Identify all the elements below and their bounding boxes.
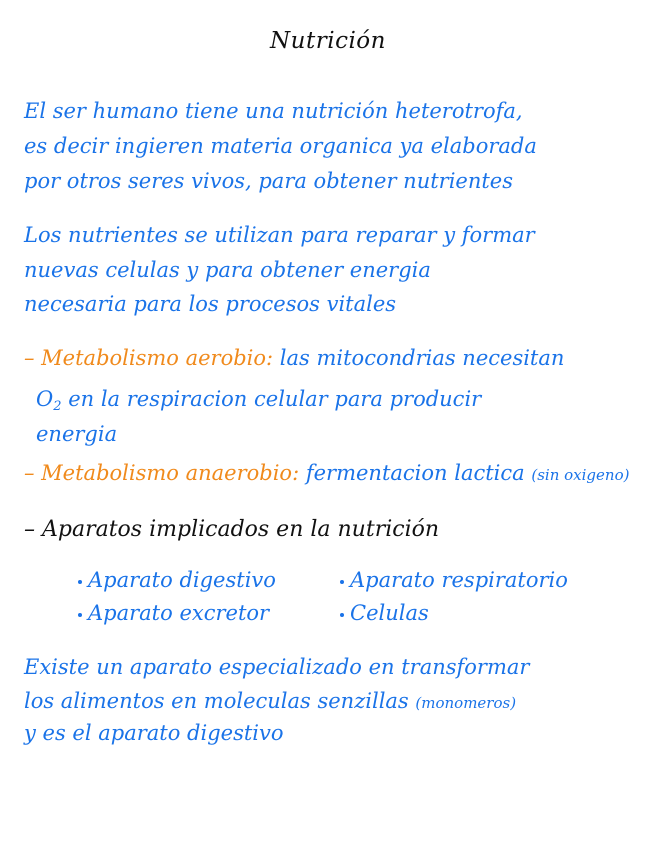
apparatus-item-label: Aparato respiratorio xyxy=(350,568,568,592)
oxygen-subscript: 2 xyxy=(53,399,62,414)
apparatus-item-label: Aparato excretor xyxy=(88,601,270,625)
apparatus-item xyxy=(78,567,276,593)
paragraph-2-line-2: nuevas celulas y para obtener energia xyxy=(24,258,431,282)
apparatus-item xyxy=(340,600,429,626)
paragraph-1-line-1: El ser humano tiene una nutrición heterotrofa, xyxy=(24,99,523,123)
anaerobic-description: fermentacion lactica xyxy=(305,461,525,485)
paragraph-3-note: (monomeros) xyxy=(415,694,517,712)
paragraph-3-line-1: Existe un aparato especializado en transformar xyxy=(24,655,530,679)
paragraph-1-line-2: es decir ingieren materia organica ya elaborada xyxy=(24,134,537,158)
bullet-icon xyxy=(78,580,82,584)
oxygen-symbol: O xyxy=(36,387,54,411)
apparatus-item-label: Aparato digestivo xyxy=(88,568,276,592)
paragraph-3-line-2-text: los alimentos en moleculas senzillas xyxy=(24,689,409,713)
paragraph-3-line-3: y es el aparato digestivo xyxy=(24,721,284,745)
page-title: Nutrición xyxy=(270,28,386,54)
bullet-icon xyxy=(340,613,344,617)
aerobic-description: las mitocondrias necesitan xyxy=(279,346,565,370)
apparatus-item-label: Celulas xyxy=(350,601,429,625)
apparatus-item xyxy=(340,567,568,593)
aerobic-line-3: energia xyxy=(36,422,118,446)
aerobic-line-2 xyxy=(36,386,481,420)
apparatus-heading: – Aparatos implicados en la nutrición xyxy=(24,517,440,542)
aerobic-description-2: en la respiracion celular para producir xyxy=(68,387,482,411)
aerobic-line-1 xyxy=(24,345,564,371)
paragraph-2-line-1: Los nutrientes se utilizan para reparar y formar xyxy=(24,223,535,247)
paragraph-2-line-3: necesaria para los procesos vitales xyxy=(24,292,397,316)
bullet-icon xyxy=(78,613,82,617)
aerobic-label: – Metabolismo aerobio: xyxy=(24,346,274,370)
paragraph-1-line-3: por otros seres vivos, para obtener nutrientes xyxy=(24,169,514,193)
anaerobic-label: – Metabolismo anaerobio: xyxy=(24,461,300,485)
paragraph-3-line-2 xyxy=(24,688,516,716)
anaerobic-note: (sin oxigeno) xyxy=(531,466,630,484)
bullet-icon xyxy=(340,580,344,584)
apparatus-item xyxy=(78,600,269,626)
anaerobic-line xyxy=(24,460,629,488)
